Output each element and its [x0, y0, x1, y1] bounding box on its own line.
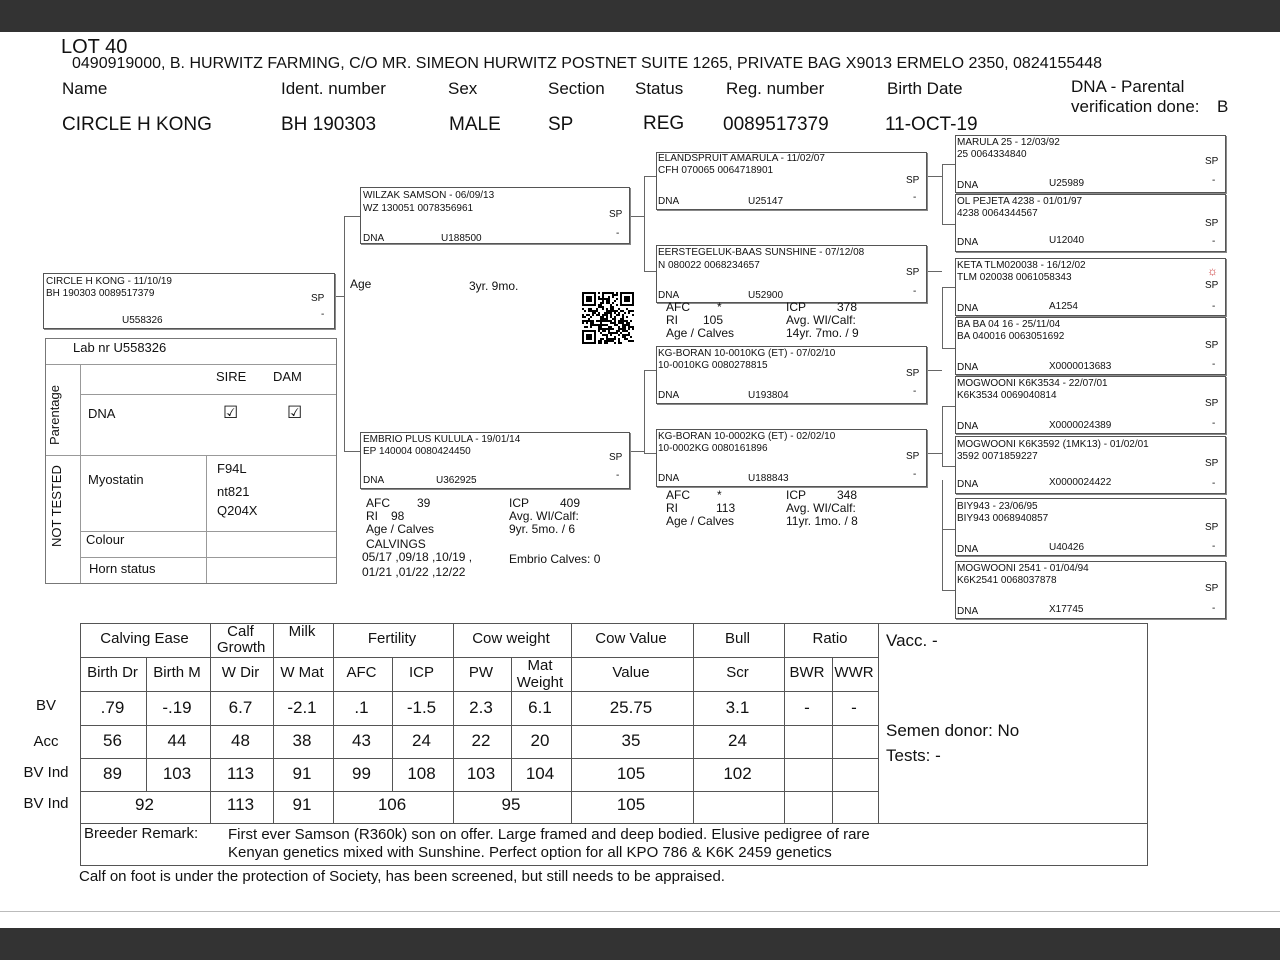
connector: [942, 466, 956, 467]
ebv-group-header: Calving Ease: [100, 630, 189, 647]
great-grandparent-box: [955, 498, 1226, 556]
box-dash: -: [616, 470, 620, 481]
gp4-icp: 348: [837, 488, 858, 502]
not-tested-side-label: NOT TESTED: [49, 465, 64, 547]
ebv-column-header: Scr: [726, 664, 749, 681]
box-section: SP: [311, 293, 325, 304]
box-ids: EP 140004 0080424450: [363, 446, 471, 457]
gp2-age: 14yr. 7mo. / 9: [786, 326, 859, 340]
box-section: SP: [1205, 398, 1219, 409]
ebv-ind-value: 102: [723, 764, 752, 783]
animal-ident: BH 190303: [281, 114, 377, 135]
myostatin-q204x: Q204X: [217, 503, 258, 518]
gp4-afc: *: [717, 488, 722, 502]
box-dna-code: U52900: [748, 290, 784, 301]
ebv-group-header: Bull: [724, 630, 750, 647]
great-grandparent-box: [955, 135, 1226, 193]
box-title: MOGWOONI 2541 - 01/04/94: [957, 563, 1089, 574]
ebv-ind-value: 99: [352, 764, 371, 783]
ebv-acc-value: 20: [530, 731, 550, 750]
box-dna-label: DNA: [363, 233, 385, 244]
age-value: 3yr. 9mo.: [469, 279, 519, 293]
ebv-ind-value: 103: [162, 764, 192, 783]
box-dash: -: [913, 386, 917, 397]
ebv-row-label: BV: [35, 697, 56, 714]
box-ids: K6K3534 0069040814: [957, 390, 1057, 401]
myostatin-f94l: F94L: [217, 461, 247, 476]
connector: [942, 480, 943, 590]
box-dna-code: U25989: [1049, 178, 1085, 189]
myostatin-nt821: nt821: [217, 484, 250, 499]
box-dna-code: U558326: [122, 315, 163, 326]
ebv-acc-value: 56: [103, 731, 122, 750]
ebv-acc-value: 38: [292, 731, 312, 750]
gp4-wi: Avg. WI/Calf:: [786, 501, 856, 515]
box-dash: -: [321, 309, 325, 320]
box-title: KETA TLM020038 - 16/12/02: [957, 260, 1086, 271]
ebv-index-group-value: 92: [135, 795, 154, 814]
dam-dna-checkbox-icon: ☑: [287, 403, 303, 422]
box-dna-code: U188843: [748, 473, 789, 484]
ebv-column-header: W Dir: [221, 664, 260, 681]
box-title: KG-BORAN 10-0002KG (ET) - 02/02/10: [658, 431, 836, 442]
box-title: CIRCLE H KONG - 11/10/19: [46, 276, 172, 287]
ebv-group-header: Fertility: [367, 630, 417, 647]
animal-name: CIRCLE H KONG: [62, 114, 212, 135]
dam-ri-label: RI: [366, 509, 378, 523]
ebv-group-header: Cow Value: [595, 630, 667, 647]
animal-section: SP: [548, 114, 574, 135]
hdr-ident: Ident. number: [281, 79, 386, 98]
connector: [942, 590, 956, 591]
ebv-bv-value: -.19: [162, 698, 192, 717]
semen-donor-info: Semen donor: No: [886, 721, 1020, 740]
dam-ri: 98: [391, 509, 405, 523]
gp4-ri-label: RI: [666, 501, 678, 515]
box-ids: 3592 0071859227: [957, 451, 1038, 462]
box-dna-code: X0000024422: [1049, 477, 1112, 488]
dam-afc-label: AFC: [366, 496, 390, 510]
box-dna-label: DNA: [957, 303, 979, 314]
hdr-birth: Birth Date: [887, 79, 963, 98]
ebv-acc-value: 35: [621, 731, 641, 750]
box-dash: -: [913, 286, 917, 297]
myostatin-label: Myostatin: [88, 472, 144, 487]
great-grandparent-box: [955, 436, 1226, 494]
box-section: SP: [906, 451, 920, 462]
dam-afc: 39: [417, 496, 431, 510]
ebv-bv-value: 3.1: [725, 698, 750, 717]
box-ids: TLM 020038 0061058343: [957, 272, 1072, 283]
connector: [942, 529, 956, 530]
breeder-remark-line1: First ever Samson (R360k) son on offer. Large framed and deep bodied. Elusive pedigree of rare: [228, 826, 870, 843]
vaccination-info: Vacc. -: [886, 631, 938, 650]
box-dna-label: DNA: [957, 544, 979, 555]
connector: [344, 216, 345, 451]
ebv-bv-value: -: [804, 698, 810, 717]
box-section: SP: [1205, 522, 1219, 533]
ebv-row-label: BV Ind: [23, 764, 69, 781]
ebv-row-label: BV Ind: [23, 795, 69, 812]
hdr-name: Name: [62, 79, 108, 98]
box-title: EMBRIO PLUS KULULA - 19/01/14: [363, 434, 521, 445]
gp2-age-label: Age / Calves: [666, 326, 735, 340]
ebv-acc-value: 24: [728, 731, 747, 750]
ebv-column-header: WWR: [834, 664, 874, 681]
gp4-age: 11yr. 1mo. / 8: [786, 514, 858, 528]
box-ids: N 080022 0068234657: [658, 260, 760, 271]
ebv-column-header: PW: [468, 664, 494, 681]
qr-code: [582, 292, 634, 344]
connector: [344, 451, 361, 452]
ebv-acc-value: 24: [412, 731, 431, 750]
box-ids: CFH 070065 0064718901: [658, 165, 774, 176]
ebv-row-label: Acc: [33, 733, 59, 750]
connector: [942, 164, 956, 165]
ebv-index-group-value: 95: [501, 795, 521, 814]
box-dna-label: DNA: [658, 290, 680, 301]
grandparent-box: [656, 245, 927, 303]
ebv-ind-value: 104: [525, 764, 555, 783]
gp4-afc-label: AFC: [666, 488, 690, 502]
ebv-ind-value: 91: [292, 764, 312, 783]
box-section: SP: [1205, 280, 1219, 291]
gp2-afc: *: [717, 300, 722, 314]
ebv-column-header: BWR: [789, 664, 825, 681]
box-ids: 10-0010KG 0080278815: [658, 360, 768, 371]
ebv-ind-value: 105: [616, 764, 646, 783]
ebv-column-header: AFC: [346, 664, 377, 681]
box-dna-code: U188500: [441, 233, 482, 244]
ebv-bv-value: 6.1: [528, 698, 552, 717]
box-dna-code: U193804: [748, 390, 789, 401]
lot-number: LOT 40: [61, 36, 128, 58]
box-dash: -: [616, 228, 620, 239]
sire-box: [360, 187, 630, 244]
ebv-bv-value: -1.5: [406, 698, 437, 717]
dam-box: [360, 432, 630, 489]
box-dash: -: [1212, 603, 1216, 614]
dna-row-label: DNA: [88, 406, 116, 421]
box-ids: 4238 0064344567: [957, 208, 1038, 219]
box-dash: -: [1212, 359, 1216, 370]
box-dna-label: DNA: [957, 237, 979, 248]
connector: [926, 370, 942, 371]
breeder-remark-line2: Kenyan genetics mixed with Sunshine. Perfect option for all KPO 786 & K6K 2459 genetics: [228, 844, 832, 861]
gp4-age-label: Age / Calves: [666, 514, 735, 528]
ebv-group-header: Cow weight: [472, 630, 550, 647]
box-dash: -: [913, 192, 917, 203]
parentage-side-label: Parentage: [47, 385, 62, 445]
great-grandparent-box: [955, 317, 1226, 375]
ebv-ind-value: 103: [466, 764, 496, 783]
box-section: SP: [609, 209, 623, 220]
dam-icp-label: ICP: [509, 496, 530, 510]
ebv-acc-value: 44: [167, 731, 187, 750]
ebv-index-group-value: 113: [226, 795, 255, 814]
breeder-remark-label: Breeder Remark:: [84, 825, 199, 842]
box-dna-code: U362925: [436, 475, 477, 486]
connector: [334, 296, 344, 297]
lab-number: Lab nr U558326: [73, 340, 167, 355]
top-bar: [0, 0, 1280, 32]
owner-line: 0490919000, B. HURWITZ FARMING, C/O MR. SIMEON HURWITZ POSTNET SUITE 1265, PRIVATE BAG X9013 ERMELO 2350, 0824155448: [72, 55, 1102, 72]
ebv-column-header: Birth M: [153, 664, 201, 681]
ebv-bv-value: .1: [354, 698, 369, 717]
dam-icp: 409: [560, 496, 581, 510]
box-dna-code: U12040: [1049, 235, 1085, 246]
ebv-acc-value: 43: [352, 731, 371, 750]
ebv-acc-value: 48: [231, 731, 250, 750]
ebv-index-group-value: 105: [616, 795, 646, 814]
ebv-ind-value: 113: [226, 764, 255, 783]
ebv-group-header: Milk: [288, 623, 316, 640]
ebv-ind-value: 89: [103, 764, 122, 783]
box-section: SP: [1205, 156, 1219, 167]
box-dash: -: [1212, 236, 1216, 247]
hdr-dna2: verification done:: [1071, 97, 1200, 116]
box-title: KG-BORAN 10-0010KG (ET) - 07/02/10: [658, 348, 836, 359]
box-dash: -: [1212, 418, 1216, 429]
box-title: ELANDSPRUIT AMARULA - 11/02/07: [658, 153, 825, 164]
ebv-bv-value: 2.3: [469, 698, 493, 717]
box-title: MOGWOONI K6K3592 (1MK13) - 01/02/01: [957, 439, 1149, 450]
box-dna-label: DNA: [658, 390, 680, 401]
sire-col-label: SIRE: [216, 369, 247, 384]
box-section: SP: [609, 452, 623, 463]
box-dash: -: [1212, 478, 1216, 489]
box-ids: 10-0002KG 0080161896: [658, 443, 768, 454]
connector: [942, 348, 956, 349]
gp4-ri: 113: [716, 501, 736, 515]
ebv-bv-value: 25.75: [609, 698, 653, 717]
sire-dna-checkbox-icon: ☑: [223, 403, 239, 422]
box-dash: -: [1212, 541, 1216, 552]
box-title: MOGWOONI K6K3534 - 22/07/01: [957, 378, 1108, 389]
hdr-dna-value: B: [1217, 97, 1229, 116]
box-title: BIY943 - 23/06/95: [957, 501, 1038, 512]
ebv-bv-value: 6.7: [228, 698, 253, 717]
grandparent-box: [656, 152, 927, 210]
box-ids: 25 0064334840: [957, 149, 1027, 160]
gp2-icp: 378: [837, 300, 858, 314]
great-grandparent-box: [955, 561, 1226, 619]
box-dna-label: DNA: [957, 362, 979, 373]
ebv-index-group-value: 106: [377, 795, 407, 814]
ebv-acc-value: 22: [471, 731, 491, 750]
box-title: EERSTEGELUK-BAAS SUNSHINE - 07/12/08: [658, 247, 865, 258]
horn-status-label: Horn status: [89, 561, 156, 576]
ebv-column-header: Birth Dr: [87, 664, 138, 681]
hdr-sex: Sex: [448, 79, 478, 98]
dam-calvings-label: CALVINGS: [366, 537, 426, 551]
box-title: WILZAK SAMSON - 06/09/13: [363, 190, 495, 201]
grandparent-box: [656, 346, 927, 404]
connector: [926, 271, 942, 272]
box-dna-code: X0000024389: [1049, 420, 1112, 431]
animal-status: REG: [643, 113, 685, 134]
dam-col-label: DAM: [273, 369, 302, 384]
connector: [344, 216, 361, 217]
connector: [942, 287, 956, 288]
ebv-bv-value: .79: [100, 698, 125, 717]
footer-note: Calf on foot is under the protection of Society, has been screened, but still needs to be appraised.: [79, 868, 725, 885]
divider: [0, 911, 1280, 912]
box-section: SP: [1205, 458, 1219, 469]
animal-sex: MALE: [449, 114, 501, 135]
great-grandparent-box: [955, 376, 1226, 434]
parentage-table: [45, 338, 337, 584]
dam-calvings-line2: 01/21 ,01/22 ,12/22: [362, 565, 466, 579]
box-dna-code: U40426: [1049, 542, 1085, 553]
box-dna-code: U25147: [748, 196, 784, 207]
animal-pedigree-box: [43, 273, 335, 329]
box-ids: BH 190303 0089517379: [46, 288, 155, 299]
connector: [942, 224, 956, 225]
connector: [942, 164, 943, 224]
box-dash: -: [1212, 175, 1216, 186]
dam-age: 9yr. 5mo. / 6: [509, 522, 576, 536]
ebv-index-group-value: 91: [292, 795, 312, 814]
connector: [629, 451, 644, 452]
box-dna-label: DNA: [957, 606, 979, 617]
connector: [629, 216, 644, 217]
ebv-bv-value: -: [851, 698, 857, 717]
animal-birth: 11-OCT-19: [885, 114, 978, 135]
box-dna-label: DNA: [658, 473, 680, 484]
grandparent-box: [656, 429, 927, 487]
box-section: SP: [1205, 340, 1219, 351]
colour-label: Colour: [86, 532, 125, 547]
box-ids: WZ 130051 0078356961: [363, 203, 474, 214]
box-section: SP: [906, 175, 920, 186]
connector: [942, 406, 943, 466]
animal-reg: 0089517379: [723, 114, 829, 135]
connector: [926, 453, 942, 454]
box-dna-label: DNA: [363, 475, 385, 486]
box-section: SP: [1205, 218, 1219, 229]
ebv-column-header: Mat Weight: [516, 657, 564, 691]
box-section: SP: [906, 368, 920, 379]
gp2-wi: Avg. WI/Calf:: [786, 313, 856, 327]
ebv-ind-value: 108: [407, 764, 436, 783]
great-grandparent-box: [955, 258, 1226, 316]
box-dna-code: X0000013683: [1049, 361, 1112, 372]
connector: [942, 287, 943, 348]
box-section: SP: [906, 267, 920, 278]
box-section: SP: [1205, 583, 1219, 594]
box-dna-label: DNA: [957, 421, 979, 432]
hdr-status: Status: [635, 79, 684, 98]
ebv-group-header: Ratio: [812, 630, 848, 647]
hdr-reg: Reg. number: [726, 79, 825, 98]
dam-embrio-calves: Embrio Calves: 0: [509, 552, 601, 566]
box-dna-label: DNA: [957, 479, 979, 490]
hdr-section: Section: [548, 79, 605, 98]
box-dna-label: DNA: [658, 196, 680, 207]
box-title: MARULA 25 - 12/03/92: [957, 137, 1060, 148]
gp2-afc-label: AFC: [666, 300, 690, 314]
box-ids: K6K2541 0068037878: [957, 575, 1057, 586]
box-title: BA BA 04 16 - 25/11/04: [957, 319, 1061, 330]
box-title: OL PEJETA 4238 - 01/01/97: [957, 196, 1083, 207]
gp2-icp-label: ICP: [786, 300, 807, 314]
registry-logo-icon: ☼: [1207, 264, 1218, 278]
box-dna-label: DNA: [957, 180, 979, 191]
box-ids: BIY943 0068940857: [957, 513, 1049, 524]
box-ids: BA 040016 0063051692: [957, 331, 1065, 342]
dam-age-label: Age / Calves: [366, 522, 435, 536]
gp2-ri-label: RI: [666, 313, 678, 327]
great-grandparent-box: [955, 194, 1226, 252]
ebv-column-header: ICP: [408, 664, 434, 681]
box-dash: -: [913, 469, 917, 480]
dam-wi: Avg. WI/Calf:: [509, 509, 579, 523]
ebv-group-header: Calf Growth: [217, 623, 266, 656]
connector: [644, 370, 645, 453]
ebv-column-header: W Mat: [280, 664, 324, 681]
tests-info: Tests: -: [886, 746, 941, 765]
connector: [926, 176, 942, 177]
dam-calvings-line1: 05/17 ,09/18 ,10/19 ,: [362, 550, 473, 564]
hdr-dna1: DNA - Parental: [1071, 77, 1185, 96]
gp4-icp-label: ICP: [786, 488, 807, 502]
connector: [942, 406, 956, 407]
age-label: Age: [350, 277, 372, 291]
bottom-bar: [0, 928, 1280, 960]
box-dna-code: X17745: [1049, 604, 1084, 615]
ebv-column-header: Value: [612, 664, 650, 681]
gp2-ri: 105: [703, 313, 724, 327]
box-dna-code: A1254: [1049, 301, 1078, 312]
ebv-bv-value: -2.1: [287, 698, 317, 717]
box-dash: -: [1212, 301, 1216, 312]
connector: [644, 176, 645, 271]
